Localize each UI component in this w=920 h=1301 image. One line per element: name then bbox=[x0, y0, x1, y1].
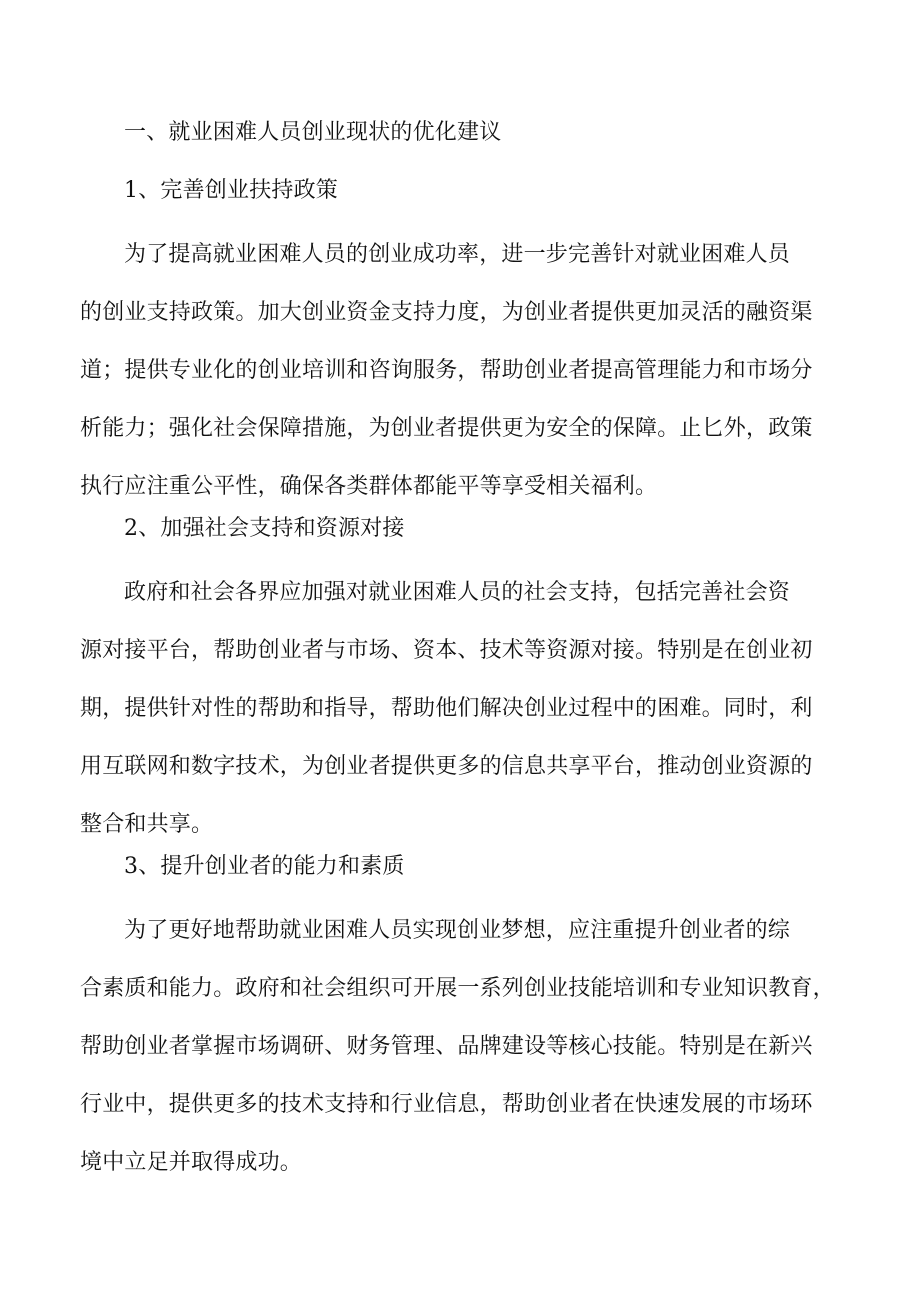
paragraph-line: 为了更好地帮助就业困难人员实现创业梦想，应注重提升创业者的综 bbox=[124, 918, 791, 943]
section-1-paragraph bbox=[80, 226, 840, 516]
section-3-paragraph bbox=[80, 902, 840, 1192]
paragraph-line: 行业中，提供更多的技术支持和行业信息，帮助创业者在快速发展的市场环 bbox=[80, 1092, 813, 1117]
section-2-paragraph bbox=[80, 564, 840, 854]
paragraph-line: 境中立足并取得成功。 bbox=[80, 1150, 303, 1175]
paragraph-line: 合素质和能力。政府和社会组织可开展一系列创业技能培训和专业知识教育， bbox=[80, 976, 835, 1001]
paragraph-line: 帮助创业者掌握市场调研、财务管理、品牌建设等核心技能。特别是在新兴 bbox=[80, 1034, 813, 1059]
section-1-title: 1、完善创业扶持政策 bbox=[124, 178, 338, 203]
paragraph-line: 析能力；强化社会保障措施，为创业者提供更为安全的保障。止匕外，政策 bbox=[80, 416, 813, 441]
main-heading: 一、就业困难人员创业现状的优化建议 bbox=[124, 120, 502, 145]
paragraph-line: 的创业支持政策。加大创业资金支持力度，为创业者提供更加灵活的融资渠 bbox=[80, 300, 813, 325]
paragraph-line: 用互联网和数字技术，为创业者提供更多的信息共享平台，推动创业资源的 bbox=[80, 754, 813, 779]
paragraph-line: 源对接平台，帮助创业者与市场、资本、技术等资源对接。特别是在创业初 bbox=[80, 638, 813, 663]
paragraph-line: 为了提高就业困难人员的创业成功率，进一步完善针对就业困难人员 bbox=[124, 242, 791, 267]
paragraph-line: 执行应注重公平性，确保各类群体都能平等享受相关福利。 bbox=[80, 474, 658, 499]
paragraph-line: 期，提供针对性的帮助和指导，帮助他们解决创业过程中的困难。同时，利 bbox=[80, 696, 813, 721]
paragraph-line: 整合和共享。 bbox=[80, 812, 214, 837]
paragraph-line: 道；提供专业化的创业培训和咨询服务，帮助创业者提高管理能力和市场分 bbox=[80, 358, 813, 383]
section-3-title: 3、提升创业者的能力和素质 bbox=[124, 854, 405, 879]
section-2-title: 2、加强社会支持和资源对接 bbox=[124, 516, 405, 541]
paragraph-line: 政府和社会各界应加强对就业困难人员的社会支持，包括完善社会资 bbox=[124, 580, 791, 605]
